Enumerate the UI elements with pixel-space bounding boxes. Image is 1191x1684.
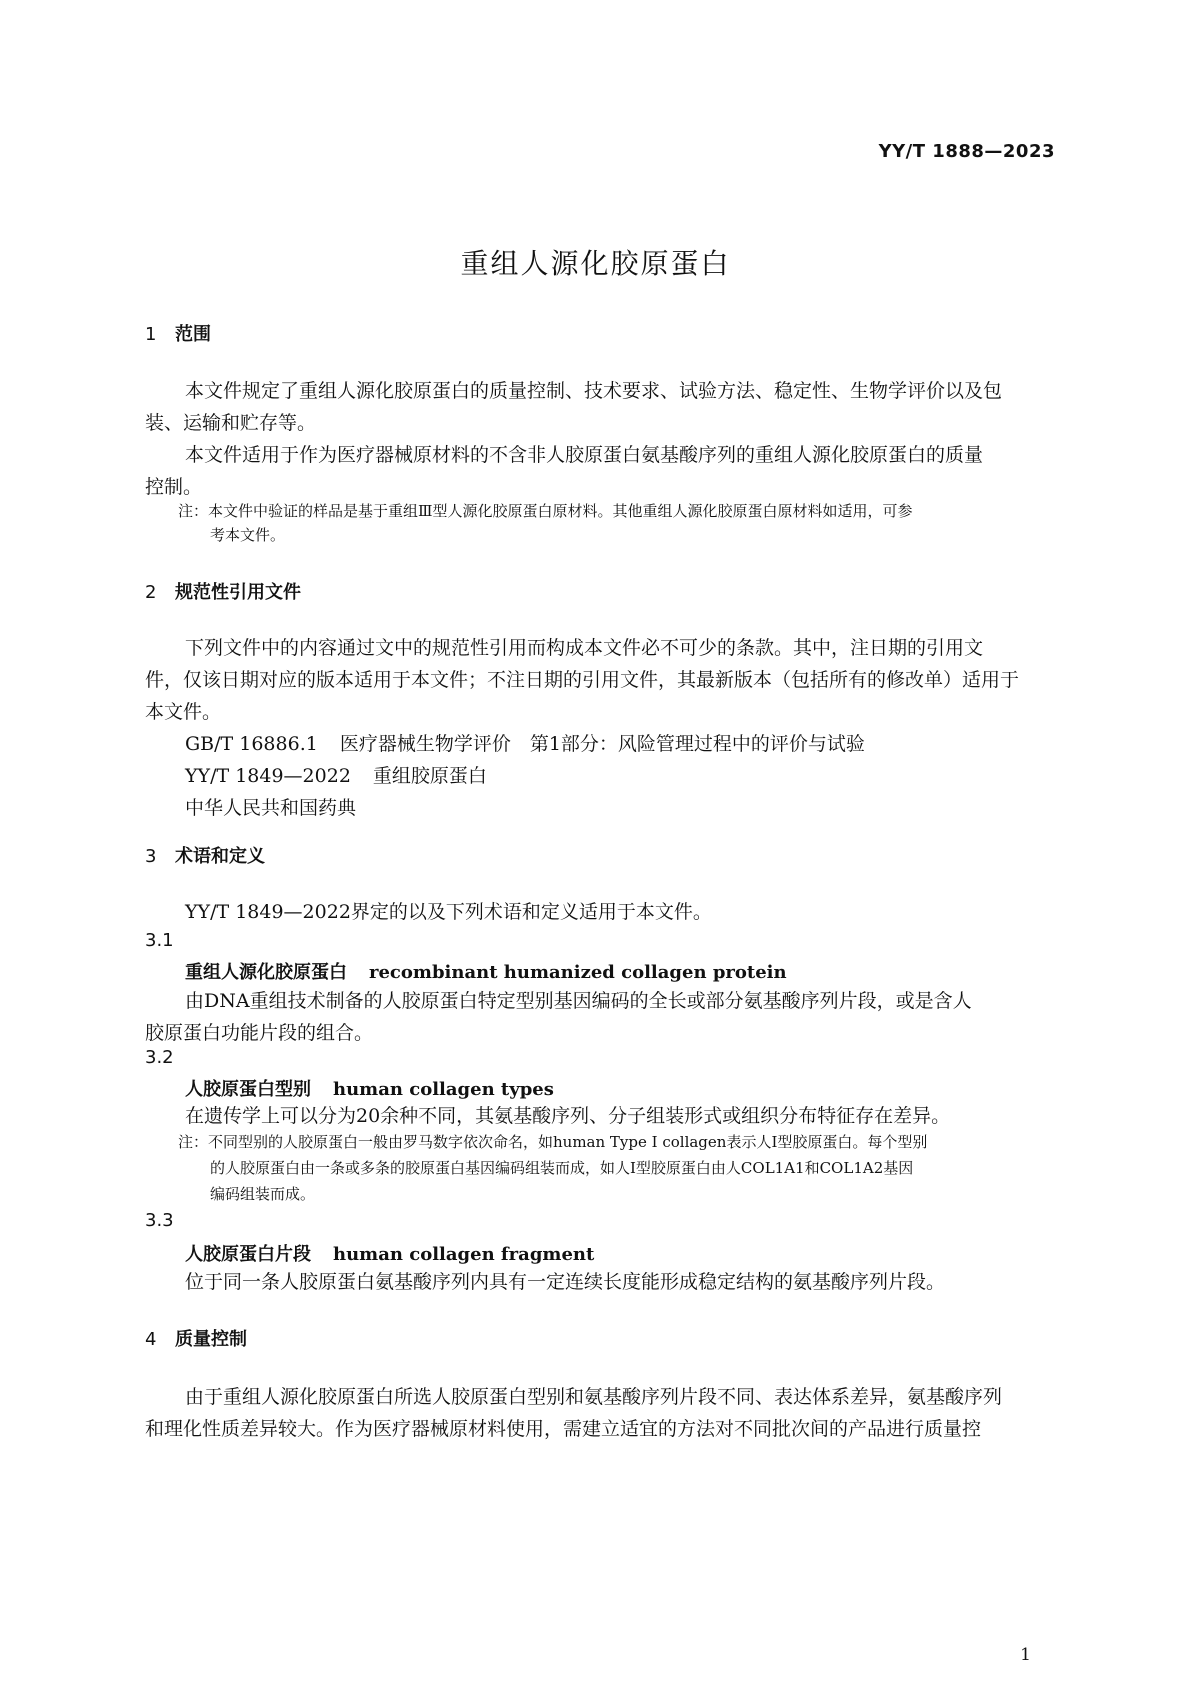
term-en: human collagen fragment	[333, 1244, 595, 1265]
term-entry	[185, 1240, 594, 1266]
scope-paragraph-1-line-2: 装、运输和贮存等。	[145, 412, 317, 434]
term-entry	[185, 1075, 554, 1101]
section-4-heading	[145, 1325, 247, 1351]
term-definition-line-1: 位于同一条人胶原蛋白氨基酸序列内具有一定连续长度能形成稳定结构的氨基酸序列片段。	[185, 1271, 946, 1293]
scope-note-line-1: 注：本文件中验证的样品是基于重组Ⅲ型人源化胶原蛋白原材料。其他重组人源化胶原蛋白原材料如适用，可参	[178, 502, 913, 520]
reference-item	[185, 761, 487, 788]
section-3-heading	[145, 842, 265, 868]
term-note-line-2: 的人胶原蛋白由一条或多条的胶原蛋白基因编码组装而成，如人Ⅰ型胶原蛋白由人COL1A1和COL1A2基因	[210, 1159, 914, 1177]
section-number: 1	[145, 324, 157, 345]
section-title: 质量控制	[175, 1329, 247, 1350]
section-title: 规范性引用文件	[175, 582, 301, 603]
reference-item	[185, 793, 356, 820]
term-entry	[185, 958, 787, 984]
term-definition-line-1: 在遗传学上可以分为20余种不同，其氨基酸序列、分子组装形式或组织分布特征存在差异。	[185, 1105, 951, 1127]
section-title: 术语和定义	[175, 846, 265, 867]
references-paragraph-line-3: 本文件。	[145, 701, 222, 723]
clause-number: 3.3	[145, 1210, 174, 1231]
term-definition-line-2: 胶原蛋白功能片段的组合。	[145, 1022, 374, 1044]
scope-paragraph-2-line-2: 控制。	[145, 476, 203, 498]
section-number: 4	[145, 1329, 157, 1350]
term-zh: 人胶原蛋白型别	[185, 1079, 311, 1100]
section-1-heading	[145, 320, 211, 346]
quality-paragraph-line-1: 由于重组人源化胶原蛋白所选人胶原蛋白型别和氨基酸序列片段不同、表达体系差异，氨基酸序列	[185, 1386, 1003, 1408]
references-paragraph-line-1: 下列文件中的内容通过文中的规范性引用而构成本文件必不可少的条款。其中，注日期的引用文	[185, 637, 984, 659]
page-number: 1	[1020, 1645, 1031, 1665]
term-definition-line-1: 由DNA重组技术制备的人胶原蛋白特定型别基因编码的全长或部分氨基酸序列片段，或是含人	[185, 990, 972, 1012]
document-title: 重组人源化胶原蛋白	[460, 247, 731, 280]
term-zh: 重组人源化胶原蛋白	[185, 962, 347, 983]
term-note-line-1: 注：不同型别的人胶原蛋白一般由罗马数字依次命名，如human Type Ⅰ collagen表示人Ⅰ型胶原蛋白。每个型别	[178, 1133, 928, 1151]
term-en: recombinant humanized collagen protein	[369, 962, 787, 983]
terms-intro: YY/T 1849—2022界定的以及下列术语和定义适用于本文件。	[185, 901, 712, 923]
scope-paragraph-2-line-1: 本文件适用于作为医疗器械原材料的不含非人胶原蛋白氨基酸序列的重组人源化胶原蛋白的质量	[185, 444, 984, 466]
clause-number: 3.2	[145, 1047, 174, 1068]
standard-number: YY/T 1888—2023	[878, 141, 1055, 162]
section-title: 范围	[175, 324, 211, 345]
quality-paragraph-line-2: 和理化性质差异较大。作为医疗器械原材料使用，需建立适宜的方法对不同批次间的产品进行质量控	[145, 1418, 982, 1440]
term-note-line-3: 编码组装而成。	[210, 1185, 316, 1203]
section-number: 2	[145, 582, 157, 603]
section-2-heading	[145, 578, 301, 604]
clause-number: 3.1	[145, 930, 174, 951]
term-en: human collagen types	[333, 1079, 554, 1100]
scope-note-line-2: 考本文件。	[210, 526, 286, 544]
reference-title: 重组胶原蛋白	[372, 765, 487, 787]
reference-code: YY/T 1849—2022	[185, 765, 351, 787]
term-zh: 人胶原蛋白片段	[185, 1244, 311, 1265]
reference-item	[185, 729, 865, 756]
section-number: 3	[145, 846, 157, 867]
reference-title: 医疗器械生物学评价 第1部分：风险管理过程中的评价与试验	[339, 733, 865, 755]
reference-code: GB/T 16886.1	[185, 733, 318, 755]
scope-paragraph-1-line-1: 本文件规定了重组人源化胶原蛋白的质量控制、技术要求、试验方法、稳定性、生物学评价以及包	[185, 380, 1003, 402]
reference-title: 中华人民共和国药典	[185, 797, 357, 819]
references-paragraph-line-2: 件，仅该日期对应的版本适用于本文件；不注日期的引用文件，其最新版本（包括所有的修改单）适用于	[145, 669, 1020, 691]
